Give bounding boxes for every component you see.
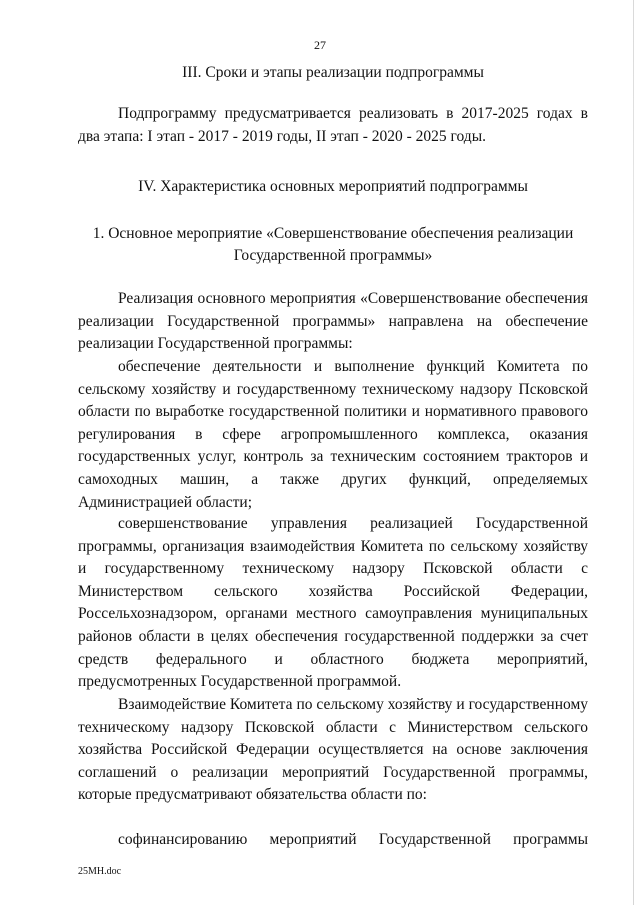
section-3-paragraph: Подпрограмму предусматривается реализовать в 2017-2025 годах в два этапа: I этап - 2017 - 2019 годы, II этап - 2020 - 2025 годы. — [78, 105, 588, 145]
section-4-heading: IV. Характеристика основных мероприятий подпрограммы — [138, 178, 528, 195]
footer-filename: 25МН.doc — [78, 866, 122, 877]
measure-1-heading: 1. Основное мероприятие «Совершенствование обеспечения реализации Государственной программы» — [92, 225, 574, 264]
measure-1-item-1: обеспечение деятельности и выполнение функций Комитета по сельскому хозяйству и государственному техническому надзору Псковской области по выработке государственной политики и нормативного правового регулирования в сфере агропромышленного комплекса, оказания государственных услуг, контроль за техническим состоянием тракторов и самоходных машин, а также других функций, определяемых Администрацией области; — [78, 358, 588, 511]
cofinancing-paragraph: софинансированию мероприятий Государственной программы — [118, 831, 588, 848]
measure-1-item-2: совершенствование управления реализацией Государственной программы, организация взаимодействия Комитета по сельскому хозяйству и государственному техническому надзору Псковской области с Министерством сельского хозяйства Российской Федерации, Россельхознадзором, органами местного самоуправления муниципальных районов области в целях обеспечения государственной поддержки за счет средств федерального и областного бюджета мероприятий, предусмотренных Государственной программой. — [78, 515, 588, 691]
interaction-paragraph: Взаимодействие Комитета по сельскому хозяйству и государственному техническому надзору Псковской области с Министерством сельского хозяйства Российской Федерации осуществляется на основе заключения соглашений о реализации мероприятий Государственной программы, которые предусматривают обязательства области по: — [78, 696, 588, 804]
page-number: 27 — [314, 38, 326, 52]
measure-1-intro-paragraph: Реализация основного мероприятия «Совершенствование обеспечения реализации Государственной программы» направлена на обеспечение реализации Государственной программы: — [78, 290, 588, 353]
scan-edge — [633, 0, 634, 905]
section-3-heading: III. Сроки и этапы реализации подпрограммы — [182, 64, 484, 81]
